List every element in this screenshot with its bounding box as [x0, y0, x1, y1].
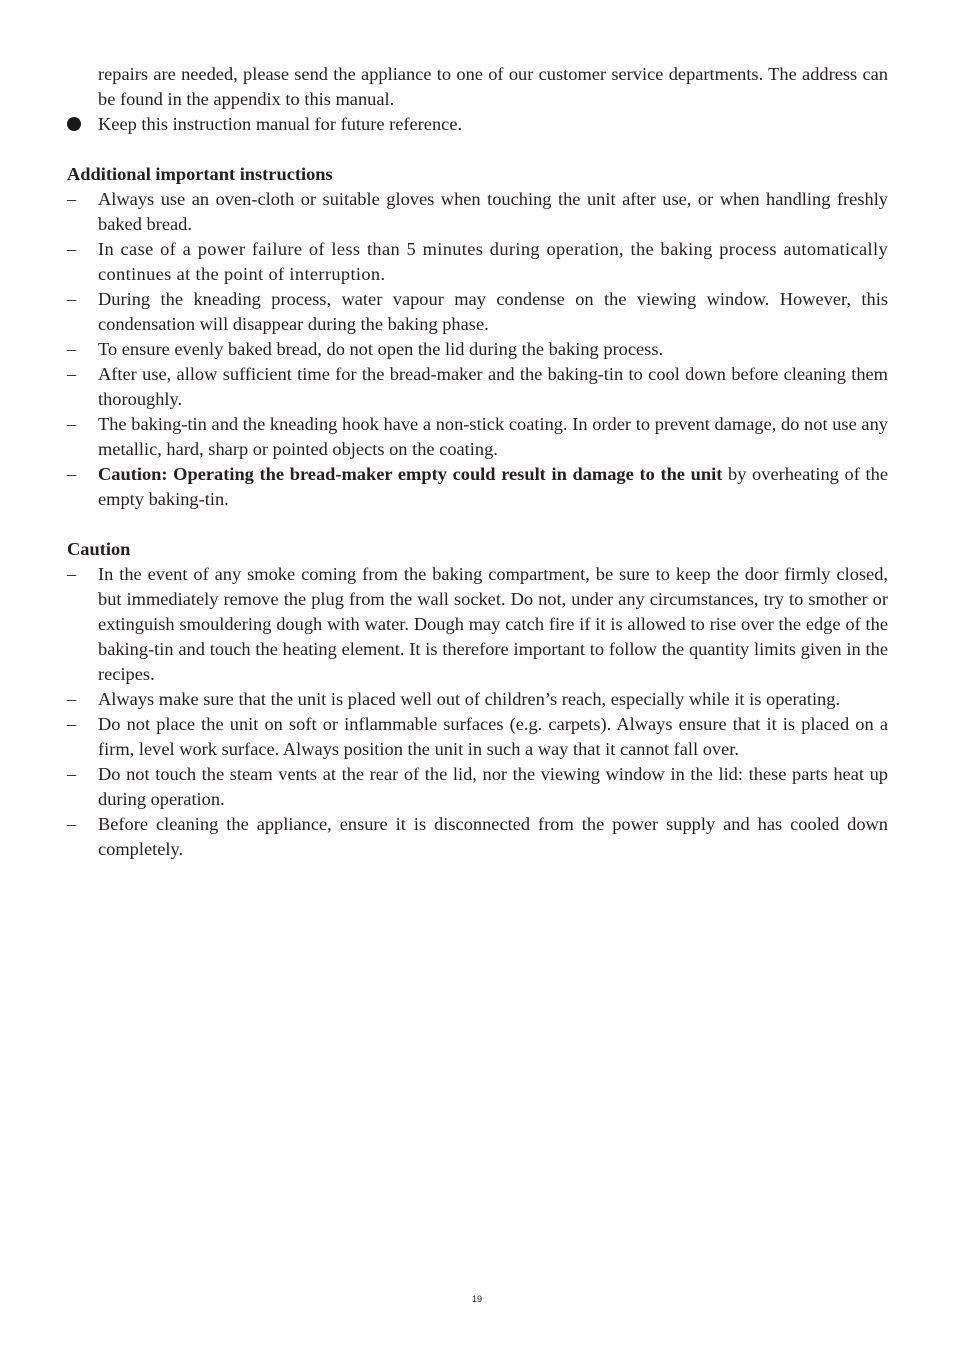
section-spacer [67, 137, 888, 162]
bullet-dot-icon [67, 117, 81, 131]
page-number: 19 [471, 1294, 482, 1304]
list-item [67, 187, 888, 237]
list-item-text: During the kneading process, water vapour may condense on the viewing window. However, this condensation will disappear during the baking phase. [98, 289, 888, 334]
list-item-text: In the event of any smoke coming from the baking compartment, be sure to keep the door firmly closed, but immediately remove the plug from the wall socket. Do not, under any circumstances, try to smother or extinguish smouldering dough with water. Dough may catch fire if it is allowed to rise over the edge of the baking-tin and touch the heating element. It is therefore important to follow the quantity limits given in the recipes. [98, 564, 888, 684]
list-item-text: The baking-tin and the kneading hook have a non-stick coating. In order to prevent damage, do not use any metallic, hard, sharp or pointed objects on the coating. [98, 414, 888, 459]
dash-marker: – [67, 189, 77, 209]
caution-heading: Caution [67, 539, 131, 559]
list-item [67, 237, 888, 287]
list-item [67, 687, 888, 712]
list-item-text: Do not place the unit on soft or inflammable surfaces (e.g. carpets). Always ensure that it is placed on a firm, level work surface. Always position the unit in such a way that it cannot fall over. [98, 714, 888, 759]
bullet-item [67, 112, 888, 137]
section-spacer [67, 512, 888, 537]
continuation-paragraph [67, 62, 888, 112]
list-item [67, 712, 888, 762]
dash-marker: – [67, 564, 77, 584]
caution-bold-text: Caution: Operating the bread-maker empty could result in damage to the unit [98, 464, 723, 484]
caution-rest-text: by overheating of the empty baking-tin. [98, 464, 888, 509]
list-item [67, 762, 888, 812]
dash-marker: – [67, 689, 77, 709]
list-item [67, 362, 888, 412]
dash-marker: – [67, 814, 77, 834]
dash-marker: – [67, 339, 77, 359]
manual-page [67, 62, 888, 862]
list-item-text: In case of a power failure of less than 5 minutes during operation, the baking process automatically continues at the point of interruption. [98, 239, 888, 284]
dash-marker: – [67, 239, 77, 259]
list-item-text: After use, allow sufficient time for the bread-maker and the baking-tin to cool down before cleaning them thoroughly. [98, 364, 888, 409]
dash-marker: – [67, 464, 77, 484]
list-item-text: To ensure evenly baked bread, do not open the lid during the baking process. [98, 339, 664, 359]
list-item-text: Always make sure that the unit is placed well out of children’s reach, especially while it is operating. [98, 689, 841, 709]
bullet-text: Keep this instruction manual for future reference. [98, 114, 463, 134]
list-item [67, 337, 888, 362]
additional-instructions-heading: Additional important instructions [67, 164, 333, 184]
list-item-text: Always use an oven-cloth or suitable gloves when touching the unit after use, or when handling freshly baked bread. [98, 189, 888, 234]
continuation-text: repairs are needed, please send the appliance to one of our customer service departments. The address can be found in the appendix to this manual. [98, 64, 888, 109]
list-item [67, 562, 888, 687]
list-item-text: Do not touch the steam vents at the rear of the lid, nor the viewing window in the lid: these parts heat up during operation. [98, 764, 888, 809]
dash-marker: – [67, 364, 77, 384]
dash-marker: – [67, 714, 77, 734]
list-item-caution [67, 462, 888, 512]
list-item-text: Before cleaning the appliance, ensure it is disconnected from the power supply and has cooled down completely. [98, 814, 888, 859]
dash-marker: – [67, 414, 77, 434]
dash-marker: – [67, 289, 77, 309]
dash-marker: – [67, 764, 77, 784]
list-item [67, 287, 888, 337]
list-item [67, 812, 888, 862]
list-item [67, 412, 888, 462]
